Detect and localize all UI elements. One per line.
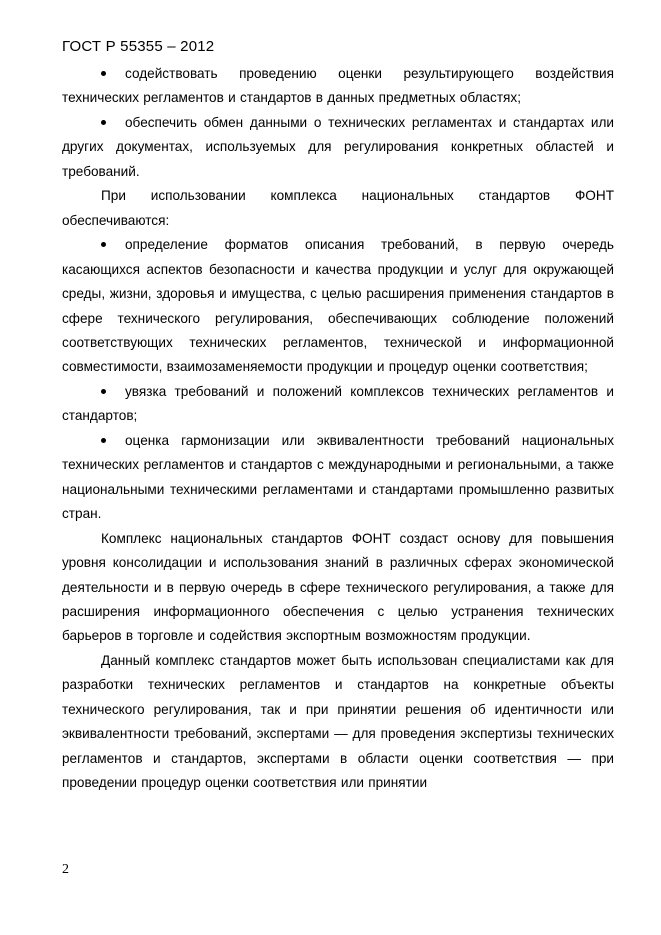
bullet-icon (101, 429, 125, 453)
bullet-paragraph (62, 233, 614, 380)
bullet-paragraph (62, 380, 614, 429)
bullet-paragraph (62, 111, 614, 184)
paragraph-text: увязка требований и положений комплексов технических регламентов и стандартов; (62, 383, 614, 424)
bullet-paragraph (62, 429, 614, 527)
bullet-icon (101, 233, 125, 257)
bullet-icon (101, 62, 125, 86)
bullet-icon (101, 111, 125, 135)
body-text (62, 62, 614, 796)
paragraph-text: При использовании комплекса национальных стандартов ФОНТ обеспечиваются: (62, 188, 614, 228)
paragraph-text: оценка гармонизации или эквивалентности требований национальных технических регламентов и стандартов с международными и региональными, а также национальными техническими регламентами и стандартами промышленно развитых стран. (62, 432, 614, 522)
paragraph-text: определение форматов описания требований, в первую очередь касающихся аспектов безопасности и качества продукции и услуг для окружающей среды, жизни, здоровья и имущества, с целью расширения применения стандартов в сфере технического регулирования, обеспечивающих соблюдение положений соответствующих технических регламентов, технической и информационной совместимости, взаимозаменяемости продукции и процедур оценки соответствия; (62, 237, 614, 375)
paragraph (62, 184, 614, 233)
paragraph (62, 527, 614, 649)
paragraph-text: Данный комплекс стандартов может быть использован специалистами как для разработки технических регламентов и стандартов на конкретные объекты технического регулирования, так и при принятии решения об идентичности или эквивалентности требований, экспертами — для проведения экспертизы технических регламентов и стандартов, экспертами в области оценки соответствия — при проведении процедур оценки соответствия или принятии (62, 652, 614, 791)
document-header: ГОСТ Р 55355 – 2012 (62, 38, 215, 55)
paragraph (62, 649, 614, 796)
bullet-paragraph (62, 62, 614, 111)
paragraph-text: Комплекс национальных стандартов ФОНТ создаст основу для повышения уровня консолидации и использования знаний в различных сферах экономической деятельности и в первую очередь в сфере технического регулирования, а также для расширения информационного обеспечения с целью устранения технических барьеров в торговле и содействия экспортным возможностям продукции. (62, 530, 614, 644)
page-number: 2 (62, 862, 69, 877)
paragraph-text: содействовать проведению оценки результирующего воздействия технических регламентов и стандартов в данных предметных областях; (62, 66, 614, 106)
bullet-icon (101, 380, 125, 404)
paragraph-text: обеспечить обмен данными о технических регламентах и стандартах или других документах, используемых для регулирования конкретных областей и требований. (62, 114, 614, 179)
